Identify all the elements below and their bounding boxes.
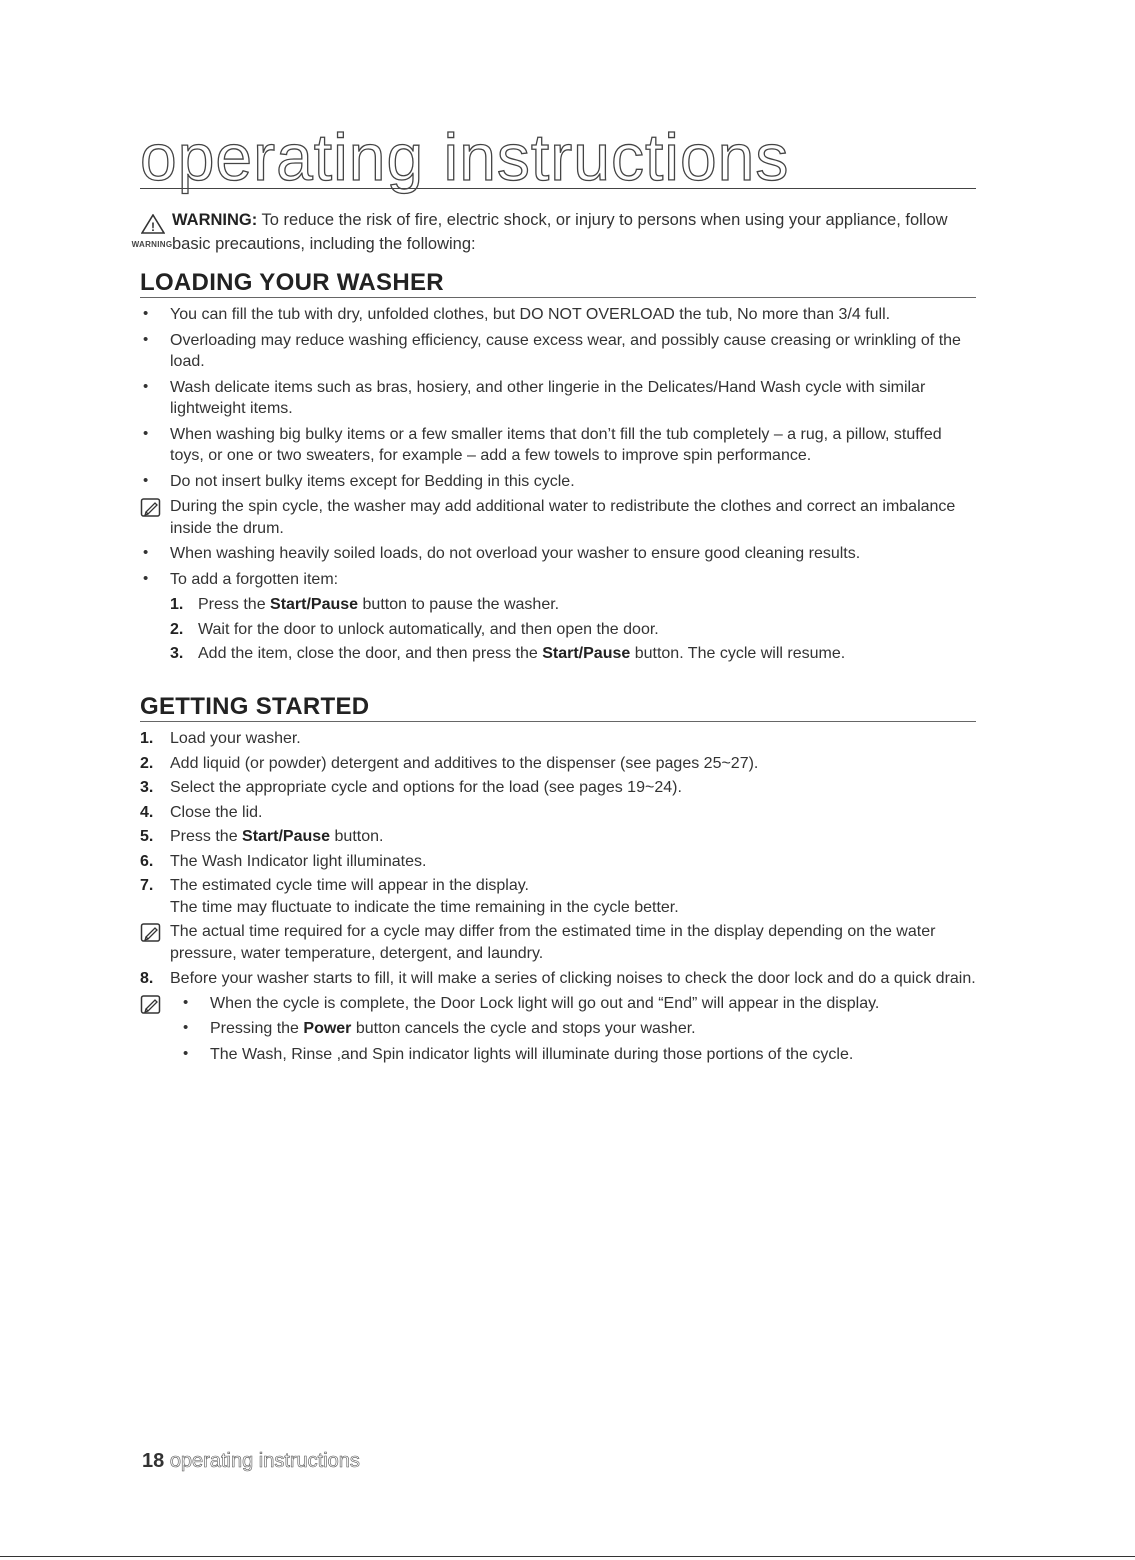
step-number: 2.: [140, 754, 154, 772]
loading-steps: [140, 594, 976, 665]
step-number: 2.: [170, 620, 184, 638]
bullet-text: When washing heavily soiled loads, do not overload your washer to ensure good cleaning results.: [170, 545, 861, 562]
bullet-item: [140, 377, 976, 420]
section-heading-loading: LOADING YOUR WASHER: [140, 270, 976, 298]
getting-started-note-2: [140, 993, 976, 1066]
text: button cancels the cycle and stops your washer.: [351, 1020, 696, 1037]
bullet-text: Do not insert bulky items except for Bedding in this cycle.: [170, 472, 575, 490]
bold-button-name: Power: [303, 1020, 352, 1037]
note-pencil-icon: [140, 497, 162, 519]
text: When the cycle is complete, the Door Lock light will go out and “End” will appear in the display.: [210, 994, 880, 1012]
getting-started-note-2-bullets: [140, 993, 976, 1066]
text: The estimated cycle time will appear in the display.: [170, 877, 529, 894]
getting-started-note-1-text: The actual time required for a cycle may differ from the estimated time in the display depending on the water pressure, water temperature, detergent, and laundry.: [170, 923, 936, 962]
note-bullet-item: [140, 1018, 976, 1040]
step-number: 3.: [170, 645, 184, 662]
getting-started-step-8: [140, 968, 976, 990]
text: Add the item, close the door, and then press the: [198, 645, 543, 662]
warning-label: WARNING:: [172, 211, 258, 229]
text: Add liquid (or powder) detergent and additives to the dispenser (see pages 25~27).: [170, 754, 759, 772]
step-number: 8.: [140, 970, 154, 987]
step-item: [140, 643, 976, 665]
text: button to pause the washer.: [358, 596, 560, 613]
bullet-item: [140, 569, 976, 591]
text: Load your washer.: [170, 730, 301, 747]
warning-icon-label: WARNING: [131, 240, 173, 249]
text: Close the lid.: [170, 803, 263, 821]
text: Wait for the door to unlock automatically, and then open the door.: [198, 620, 659, 638]
getting-started-note-1: [140, 921, 976, 964]
step-number: 1.: [170, 596, 184, 613]
note-pencil-icon: [140, 922, 162, 944]
note-bullet-item: [140, 1044, 976, 1066]
getting-started-step-8-list: [140, 968, 976, 990]
step-item: [140, 594, 976, 616]
warning-block: [131, 208, 985, 256]
page-number: 18: [142, 1450, 165, 1472]
step-item: [140, 851, 976, 873]
svg-text:!: !: [151, 220, 155, 234]
step-item: [140, 875, 976, 918]
step-item: [140, 777, 976, 799]
loading-note: [140, 496, 976, 539]
loading-note-text: During the spin cycle, the washer may add additional water to redistribute the clothes and correct an imbalance inside the drum.: [170, 498, 956, 537]
bullet-text: You can fill the tub with dry, unfolded clothes, but DO NOT OVERLOAD the tub, No more than 3/4 full.: [170, 306, 891, 323]
step-number: 5.: [140, 828, 154, 845]
text: button. The cycle will resume.: [630, 645, 846, 662]
bullet-item: [140, 304, 976, 326]
loading-bullets: [140, 304, 976, 492]
section-heading-getting-started: GETTING STARTED: [140, 694, 976, 722]
text: Pressing the: [210, 1020, 304, 1037]
text: The Wash, Rinse ,and Spin indicator lights will illuminate during those portions of the cycle.: [210, 1045, 854, 1063]
step-item: [140, 619, 976, 641]
step-number: 4.: [140, 803, 154, 821]
bullet-text: Wash delicate items such as bras, hosiery, and other lingerie in the Delicates/Hand Wash cycle with similar lightweight items.: [170, 378, 926, 417]
loading-bullets-2: [140, 543, 976, 590]
step-text-line2: The time may fluctuate to indicate the time remaining in the cycle better.: [170, 898, 679, 916]
bold-button-name: Start/Pause: [242, 828, 331, 845]
text: Press the: [170, 828, 243, 845]
getting-started-steps: [140, 728, 976, 918]
text: Select the appropriate cycle and options for the load (see pages 19~24).: [170, 779, 682, 796]
warning-text: To reduce the risk of fire, electric shock, or injury to persons when using your appliance, follow basic precautions, including the following:: [172, 211, 948, 253]
step-number: 6.: [140, 852, 154, 870]
step-number: 3.: [140, 779, 154, 796]
bullet-item: [140, 424, 976, 467]
text: Press the: [198, 596, 271, 613]
bullet-item: [140, 543, 976, 565]
bullet-text: When washing big bulky items or a few smaller items that don’t fill the tub completely – a rug, a pillow, stuffed toys, or one or two sweaters, for example – add a few towels to improve spin performance.: [170, 425, 942, 464]
loading-section: [140, 304, 976, 668]
step-item: [140, 802, 976, 824]
getting-started-section: [140, 728, 976, 1069]
step-text: Before your washer starts to fill, it will make a series of clicking noises to check the door lock and do a quick drain.: [170, 970, 976, 987]
step-item: [140, 728, 976, 750]
bullet-item: [140, 330, 976, 373]
bold-button-name: Start/Pause: [270, 596, 359, 613]
page-footer: [142, 1450, 360, 1473]
warning-triangle-icon: [131, 214, 173, 249]
bold-button-name: Start/Pause: [542, 645, 631, 662]
bottom-rule: [0, 1556, 1135, 1557]
step-number: 1.: [140, 730, 154, 747]
bullet-text: Overloading may reduce washing efficiency, cause excess wear, and possibly cause creasing or wrinkling of the load.: [170, 331, 961, 370]
title-rule: [140, 188, 976, 189]
step-item: [140, 826, 976, 848]
footer-section-title: operating instructions: [169, 1450, 360, 1472]
text: button.: [330, 828, 384, 845]
page-title: operating instructions: [140, 120, 790, 194]
text: The Wash Indicator light illuminates.: [170, 852, 427, 870]
step-number: 7.: [140, 877, 154, 894]
bullet-item: [140, 471, 976, 493]
step-item: [140, 753, 976, 775]
note-bullet-item: [140, 993, 976, 1015]
bullet-text: To add a forgotten item:: [170, 570, 339, 588]
